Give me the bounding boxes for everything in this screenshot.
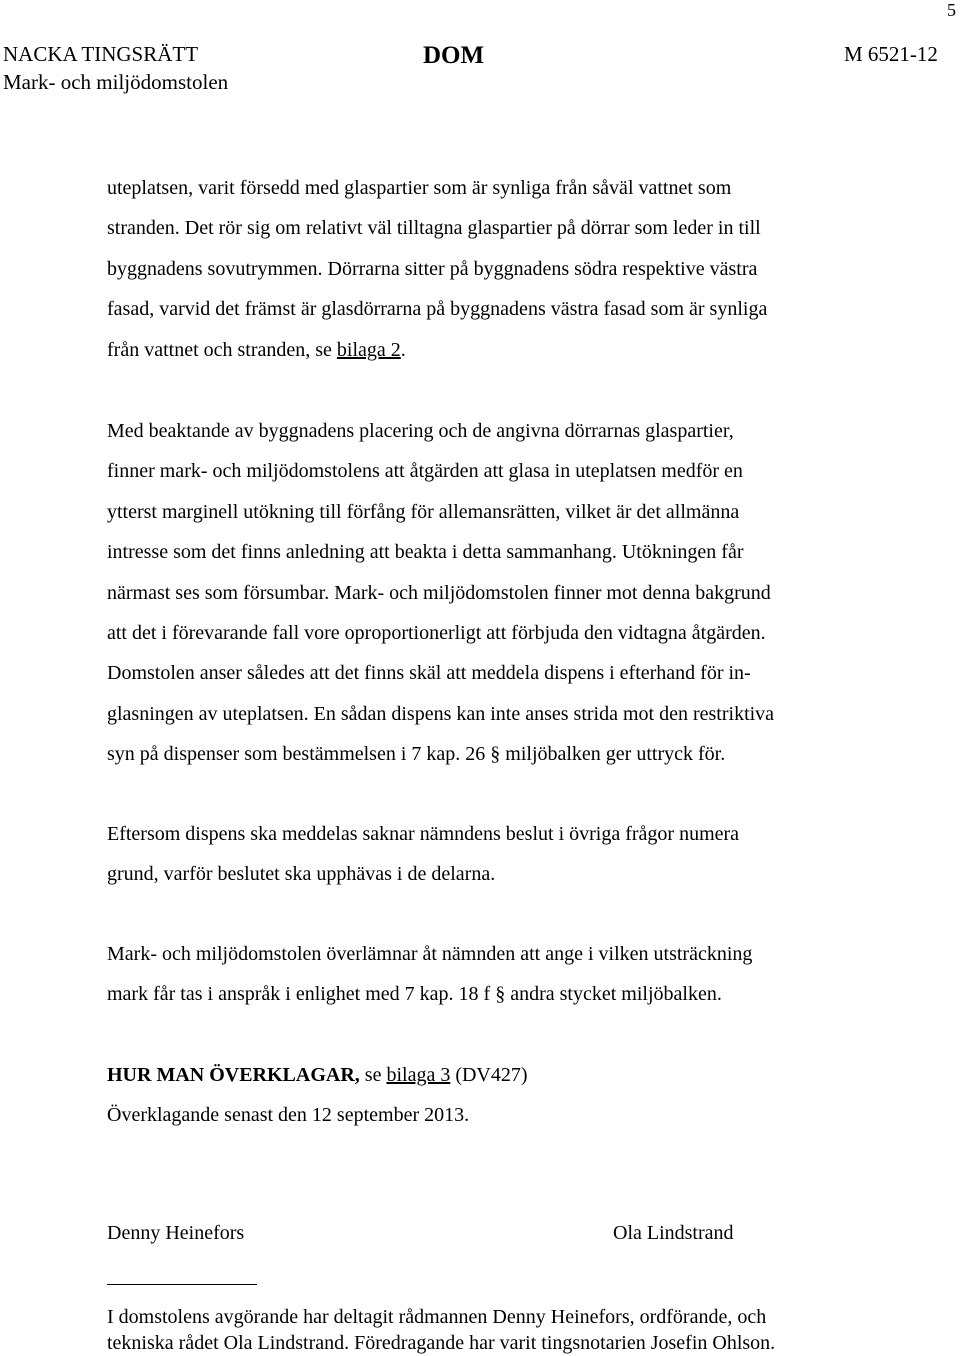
appeal-heading: HUR MAN ÖVERKLAGAR, [107,1064,360,1086]
text-fragment: se [359,1064,387,1086]
bilaga-3-link[interactable]: bilaga 3 [386,1064,451,1086]
court-department: Mark- och miljödomstolen [3,70,229,94]
text-line: att det i förevarande fall vore oproportionerligt att förbjuda den vidtagna åtgärden. [107,622,766,645]
paragraph-remand [107,934,907,1015]
text-line: I domstolens avgörande har deltagit rådmannen Denny Heinefors, ordförande, och [107,1306,767,1328]
text-line: finner mark- och miljödomstolens att åtgärden att glasa in uteplatsen medför en [107,460,743,483]
case-number: M 6521-12 [844,42,938,66]
text-line: tekniska rådet Ola Lindstrand. Föredragande har varit tingsnotarien Josefin Ohlson. [107,1332,776,1354]
text-line: byggnadens sovutrymmen. Dörrarna sitter på byggnadens södra respektive västra [107,257,758,280]
text-line [107,330,907,370]
text-line: Med beaktande av byggnadens placering och de angivna dörrarnas glaspartier, [107,420,734,442]
page-number: 5 [947,0,956,20]
court-name: NACKA TINGSRÄTT [3,42,199,66]
document-type: DOM [423,42,485,69]
text-line: glasningen av uteplatsen. En sådan dispens kan inte anses strida mot den restriktiva [107,702,775,725]
text-line: stranden. Det rör sig om relativt väl tilltagna glaspartier på dörrar som leder in till [107,217,761,240]
text-line: Domstolen anser således att det finns skäl att meddela dispens i efterhand för in- [107,662,751,685]
text-line: mark får tas i anspråk i enlighet med 7 kap. 18 f § andra stycket miljöbalken. [107,983,722,1006]
text-fragment: . [400,338,406,361]
appeal-section [107,1055,907,1136]
appeal-heading-line [107,1055,907,1095]
text-line: närmast ses som försumbar. Mark- och miljödomstolen finner mot denna bakgrund [107,581,771,604]
text-line: Mark- och miljödomstolen överlämnar åt nämnden att ange i vilken utsträckning [107,943,753,965]
bilaga-2-link[interactable]: bilaga 2 [336,338,401,361]
appeal-deadline: Överklagande senast den 12 september 2013. [107,1104,470,1127]
text-line: grund, varför beslutet ska upphävas i de delarna. [107,863,496,886]
signature-ola-lindstrand: Ola Lindstrand [613,1222,734,1244]
text-fragment: (DV427) [450,1064,528,1086]
text-line: uteplatsen, varit försedd med glaspartier som är synliga från såväl vattnet som [107,177,732,199]
text-fragment: från vattnet och stranden, se [107,338,337,361]
text-line: syn på dispenser som bestämmelsen i 7 kap. 26 § miljöbalken ger uttryck för. [107,743,726,766]
paragraph-revocation [107,814,907,895]
footnote-divider [107,1284,257,1285]
text-line: intresse som det finns anledning att beakta i detta sammanhang. Utökningen får [107,541,744,564]
paragraph-glass-doors [107,168,907,370]
text-line: fasad, varvid det främst är glasdörrarna på byggnadens västra fasad som är synliga [107,298,768,321]
footer-note [107,1304,947,1356]
text-line: Eftersom dispens ska meddelas saknar nämndens beslut i övriga frågor numera [107,823,740,845]
signature-denny-heinefors: Denny Heinefors [107,1222,245,1244]
paragraph-assessment [107,411,907,775]
text-line: ytterst marginell utökning till förfång för allemansrätten, vilket är det allmänna [107,500,740,523]
